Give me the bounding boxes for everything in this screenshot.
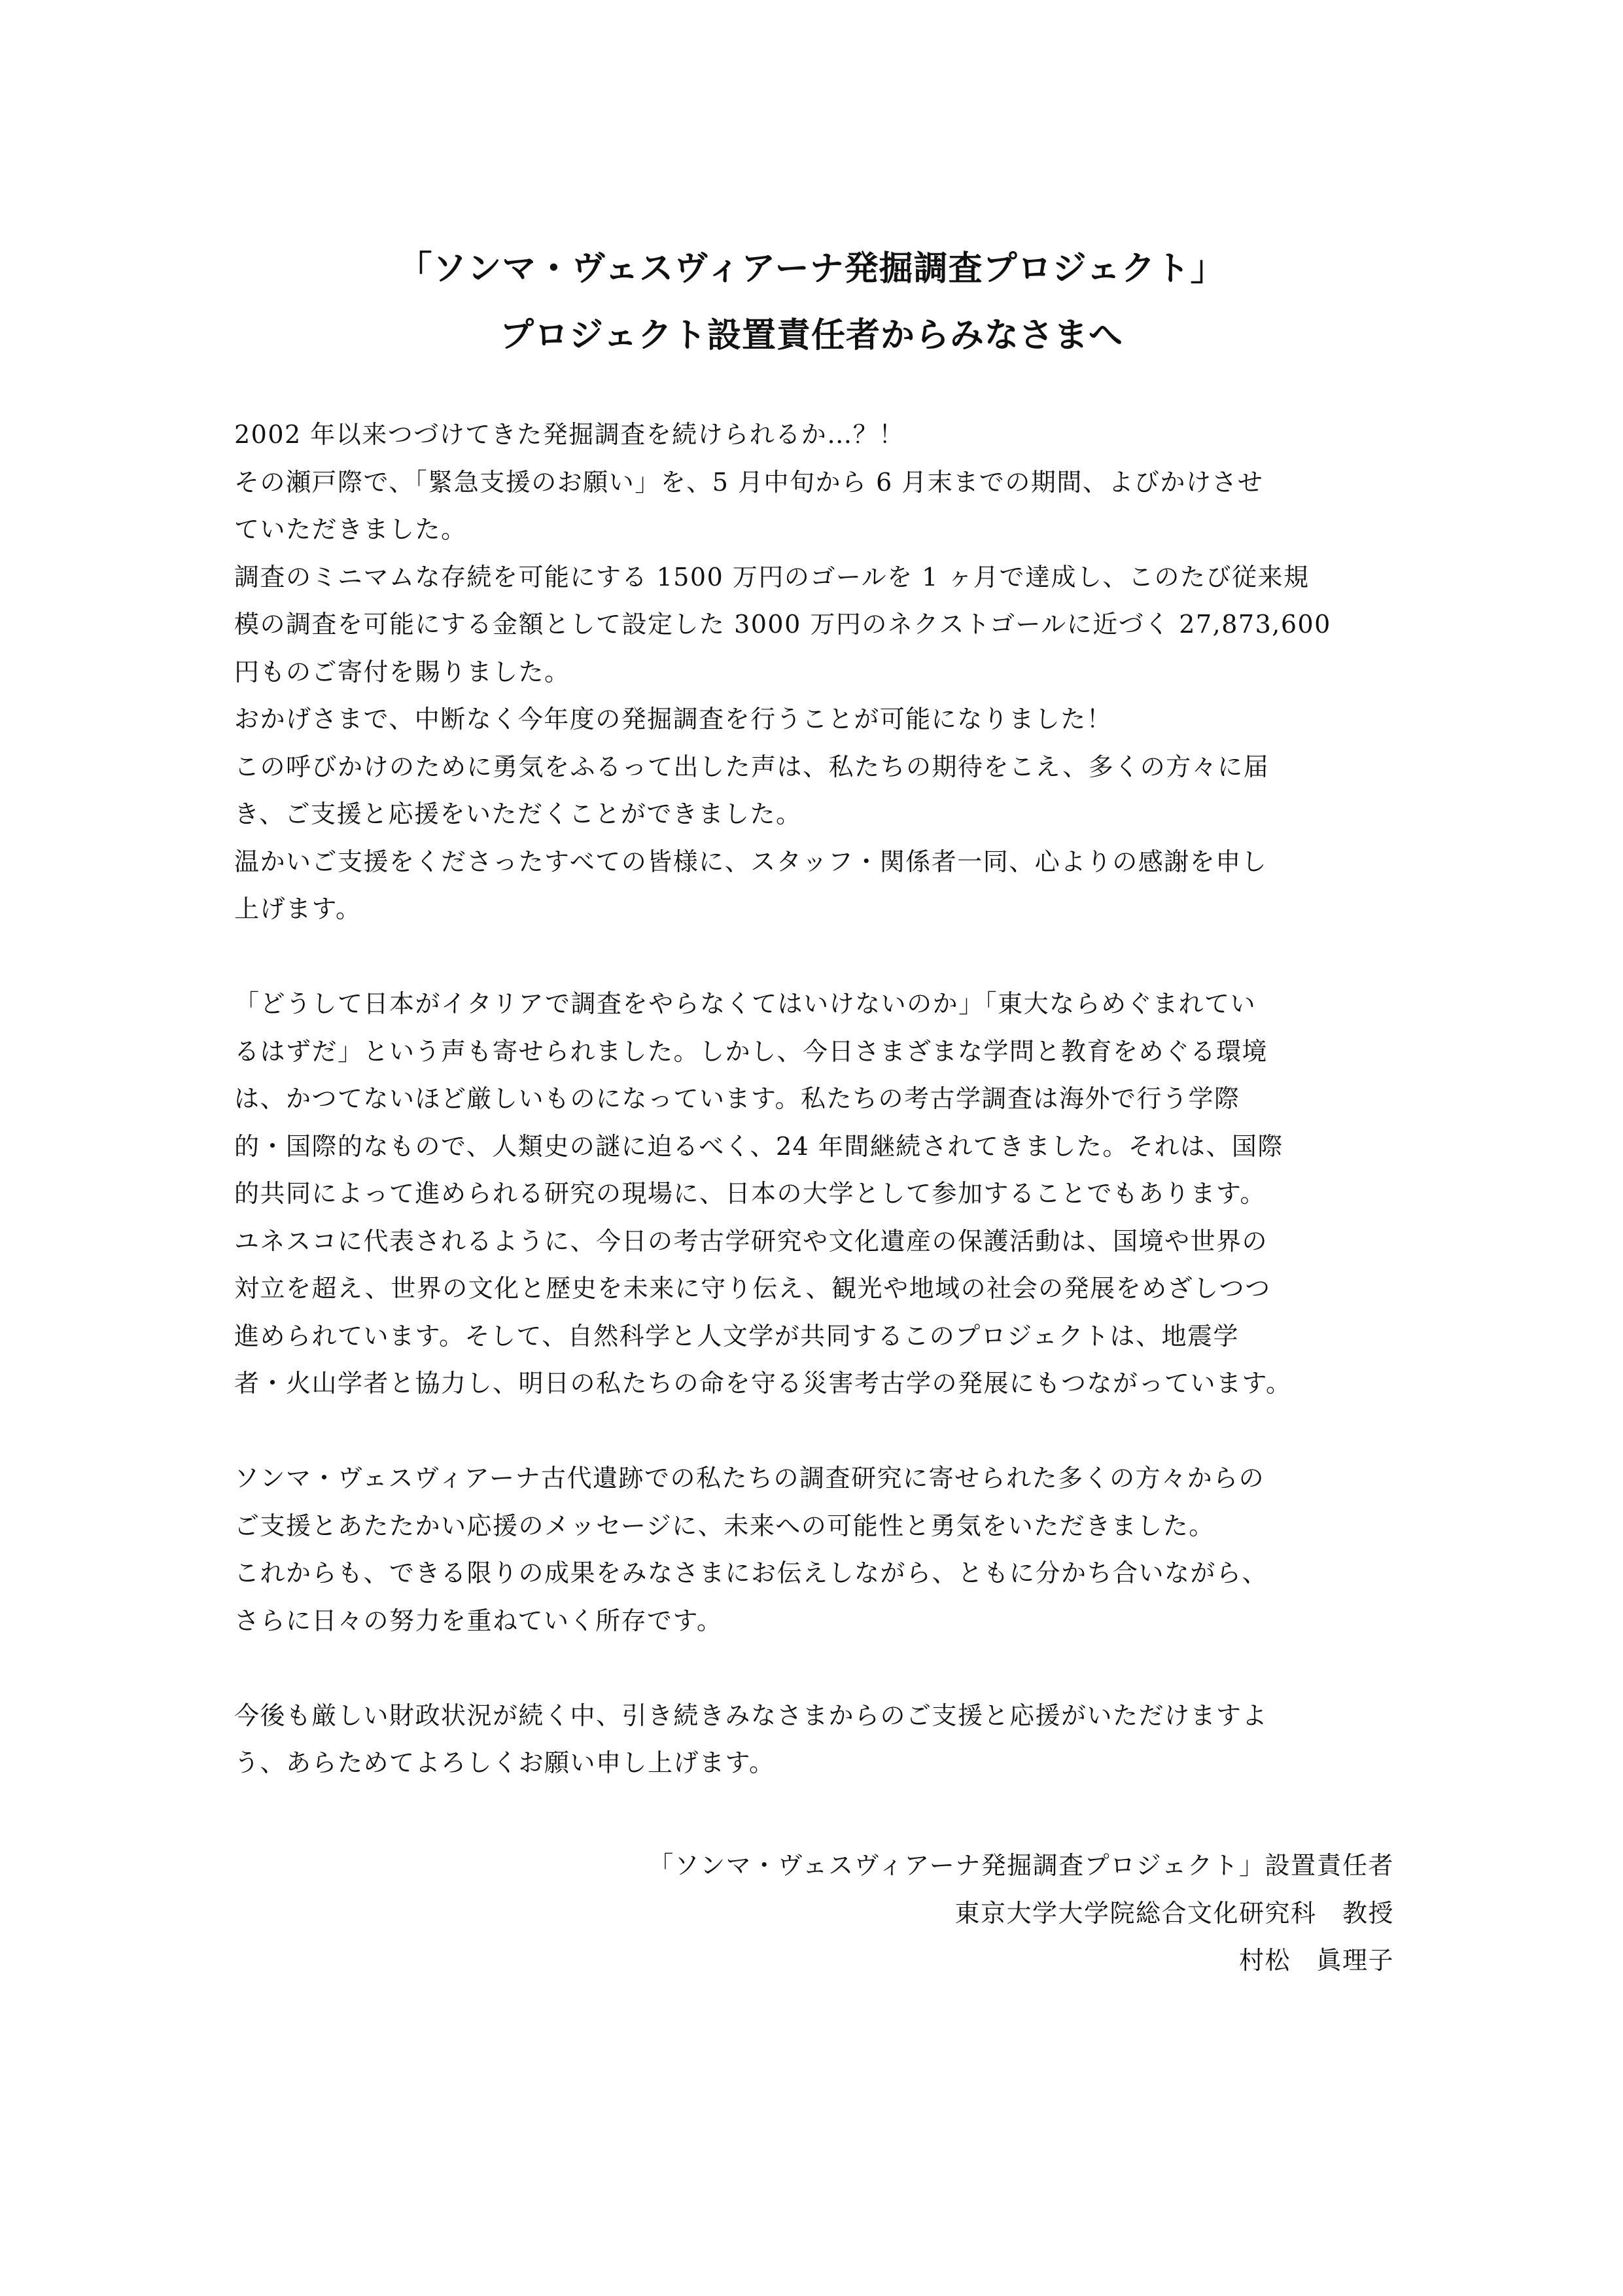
paragraph-line: 温かいご支援をくださったすべての皆様に、スタッフ・関係者一同、心よりの感謝を申し [234,847,1268,876]
paragraph-line: 模の調査を可能にする金額として設定した 3000 万円のネクストゴールに近づく 27,873,600 [234,610,1331,639]
paragraph-2 [234,980,1405,1407]
paragraph-line: は、かつてないほど厳しいものになっています。私たちの考古学調査は海外で行う学際 [234,1084,1240,1113]
title-line-1: 「ソンマ・ヴェスヴィアーナ発掘調査プロジェクト」 [398,249,1225,289]
paragraph-line: 調査のミニマムな存続を可能にする 1500 万円のゴールを 1 ヶ月で達成し、このたび従来規 [234,562,1310,592]
paragraph-line: ていただきました。 [234,515,467,544]
paragraph-line: 「どうして日本がイタリアで調査をやらなくてはいけないのか」「東大ならめぐまれてい [234,989,1257,1018]
paragraph-line: 的・国際的なもので、人類史の謎に迫るべく、24 年間継続されてきました。それは、国際 [234,1131,1283,1161]
signature-affiliation: 東京大学大学院総合文化研究科 教授 [954,1898,1394,1928]
paragraph-3 [234,1455,1405,1644]
letter-body [234,411,1405,1787]
paragraph-line: るはずだ」という声も寄せられました。しかし、今日さまざまな学問と教育をめぐる環境 [234,1036,1268,1066]
paragraph-spacer [234,933,1405,981]
signature-block [648,1842,1394,1985]
paragraph-line: その瀬戸際で、「緊急支援のお願い」を、5 月中旬から 6 月末までの期間、よびかけさせ [234,467,1264,497]
signature-role: 「ソンマ・ヴェスヴィアーナ発掘調査プロジェクト」設置責任者 [648,1851,1394,1880]
paragraph-line: き、ご支援と応援をいただくことができました。 [234,800,802,828]
paragraph-line: 今後も厳しい財政状況が続く中、引き続きみなさまからのご支援と応援がいただけますよ [234,1701,1268,1730]
paragraph-spacer [234,1407,1405,1455]
document-title [0,236,1623,369]
paragraph-line: 対立を超え、世界の文化と歴史を未来に守り伝え、観光や地域の社会の発展をめざしつつ [234,1274,1271,1303]
paragraph-line: 的共同によって進められる研究の現場に、日本の大学として参加することでもあります。 [234,1179,1266,1208]
paragraph-line: 上げます。 [234,894,362,923]
paragraph-1 [234,411,1405,933]
paragraph-line: 進められています。そして、自然科学と人文学が共同するこのプロジェクトは、地震学 [234,1321,1239,1351]
paragraph-spacer [234,1644,1405,1692]
title-line-2: プロジェクト設置責任者からみなさまへ [500,315,1123,355]
paragraph-line: 円ものご寄付を賜りました。 [234,657,570,686]
signature-name: 村松 眞理子 [1238,1946,1394,1975]
paragraph-line: 者・火山学者と協力し、明日の私たちの命を守る災害考古学の発展にもつながっています。 [234,1369,1292,1398]
paragraph-line: ソンマ・ヴェスヴィアーナ古代遺跡での私たちの調査研究に寄せられた多くの方々からの [234,1464,1265,1492]
paragraph-line: ご支援とあたたかい応援のメッセージに、未来への可能性と勇気をいただきました。 [234,1511,1215,1540]
paragraph-line: 2002 年以来つづけてきた発掘調査を続けられるか…？！ [234,420,905,449]
paragraph-line: さらに日々の努力を重ねていく所存です。 [234,1606,723,1635]
paragraph-line: この呼びかけのために勇気をふるって出した声は、私たちの期待をこえ、多くの方々に届 [234,752,1270,781]
paragraph-line: う、あらためてよろしくお願い申し上げます。 [234,1748,775,1777]
paragraph-line: おかげさまで、中断なく今年度の発掘調査を行うことが可能になりました！ [234,705,1113,733]
paragraph-line: ユネスコに代表されるように、今日の考古学研究や文化遺産の保護活動は、国境や世界の [234,1226,1268,1256]
paragraph-4 [234,1692,1405,1787]
paragraph-line: これからも、できる限りの成果をみなさまにお伝えしながら、ともに分かち合いながら、 [234,1559,1268,1587]
